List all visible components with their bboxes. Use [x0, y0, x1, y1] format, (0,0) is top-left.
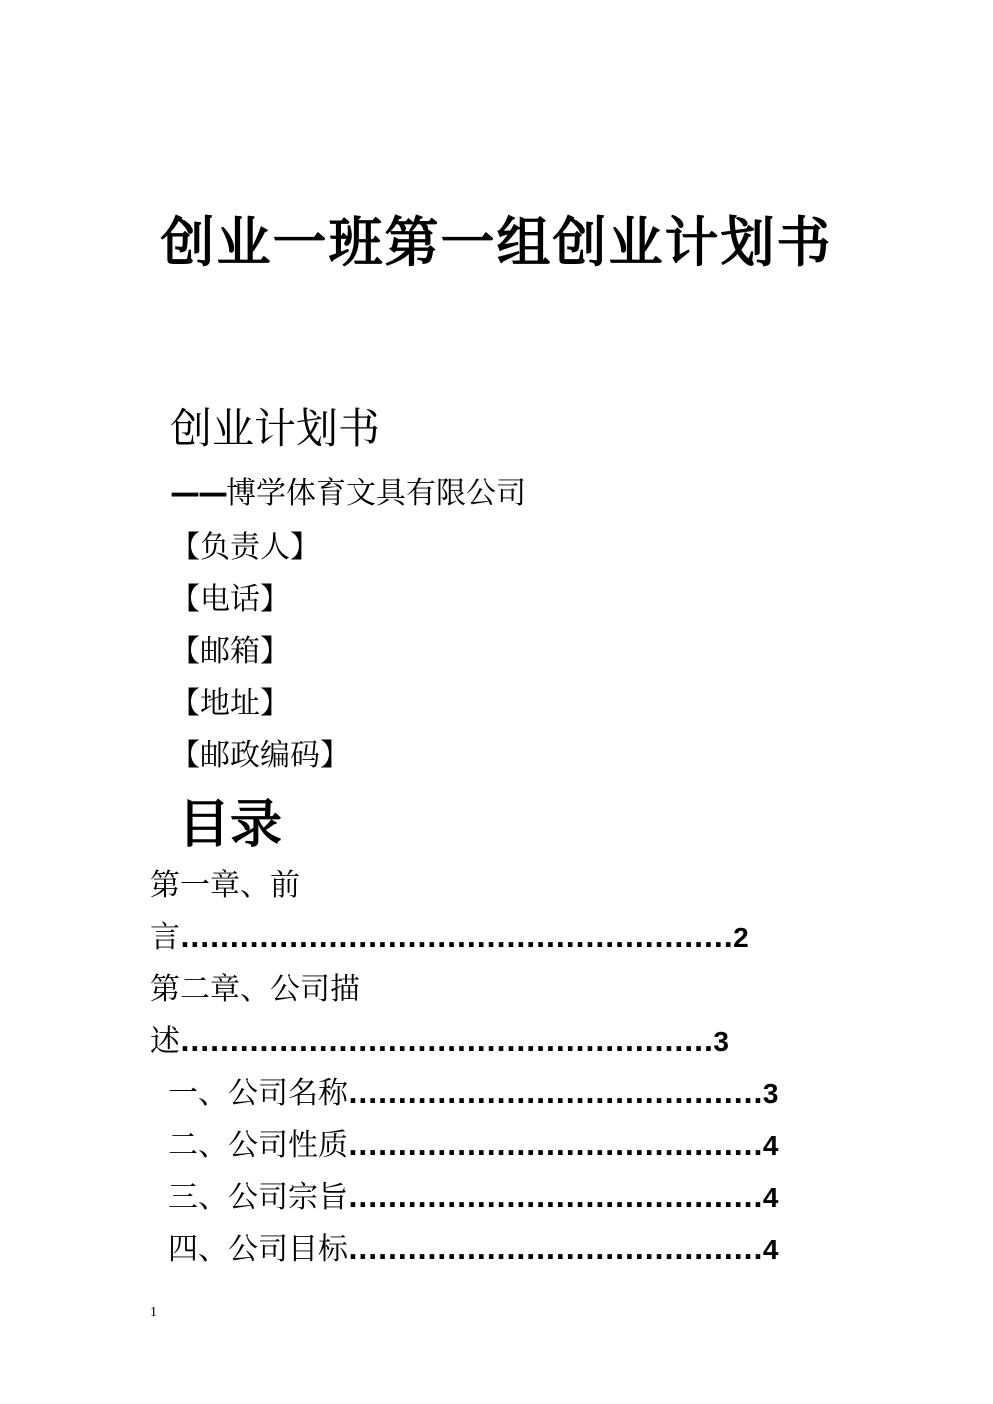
company-line — [170, 468, 526, 512]
toc-leader-dots: .......................................... — [348, 1132, 763, 1162]
toc-page-number: 4 — [762, 1182, 779, 1213]
toc-section-4[interactable] — [168, 1224, 778, 1268]
toc-page-number: 2 — [733, 922, 749, 953]
toc-leader-dots: .......................................... — [348, 1080, 763, 1110]
company-dash: —— — [170, 476, 226, 511]
company-name: 博学体育文具有限公司 — [226, 476, 526, 511]
field-address: 【地址】 — [170, 686, 290, 721]
document-subtitle: 创业计划书 — [170, 404, 381, 453]
toc-chapter-2-line1: 第二章、公司描 — [150, 972, 360, 1007]
toc-page-number: 3 — [762, 1078, 779, 1109]
field-phone: 【电话】 — [170, 582, 290, 617]
toc-title: 目录 — [178, 795, 283, 855]
toc-chapter-1-tail: 言 — [150, 920, 180, 955]
toc-section-3[interactable] — [168, 1172, 778, 1216]
toc-section-label: 四、公司目标 — [168, 1232, 348, 1267]
field-postal-code: 【邮政编码】 — [170, 738, 350, 773]
toc-chapter-2-line2[interactable] — [150, 1016, 729, 1060]
toc-page-number: 3 — [713, 1026, 729, 1057]
toc-section-1[interactable] — [168, 1068, 778, 1112]
field-email: 【邮箱】 — [170, 634, 290, 669]
toc-leader-dots: ...................................................... — [180, 1028, 714, 1058]
toc-page-number: 4 — [762, 1130, 779, 1161]
toc-leader-dots: .......................................... — [348, 1184, 763, 1214]
toc-chapter-2-tail: 述 — [150, 1024, 180, 1059]
toc-leader-dots: ........................................................ — [180, 924, 734, 954]
page-number: 1 — [150, 1305, 157, 1320]
toc-section-label: 一、公司名称 — [168, 1076, 348, 1111]
toc-leader-dots: .......................................... — [348, 1236, 763, 1266]
toc-section-label: 二、公司性质 — [168, 1128, 348, 1163]
document-title: 创业一班第一组创业计划书 — [160, 211, 833, 274]
toc-section-label: 三、公司宗旨 — [168, 1180, 348, 1215]
toc-chapter-1-line1: 第一章、前 — [150, 868, 300, 903]
field-responsible-person: 【负责人】 — [170, 530, 320, 565]
toc-page-number: 4 — [762, 1234, 779, 1265]
toc-section-2[interactable] — [168, 1120, 778, 1164]
toc-chapter-1-line2[interactable] — [150, 912, 749, 956]
